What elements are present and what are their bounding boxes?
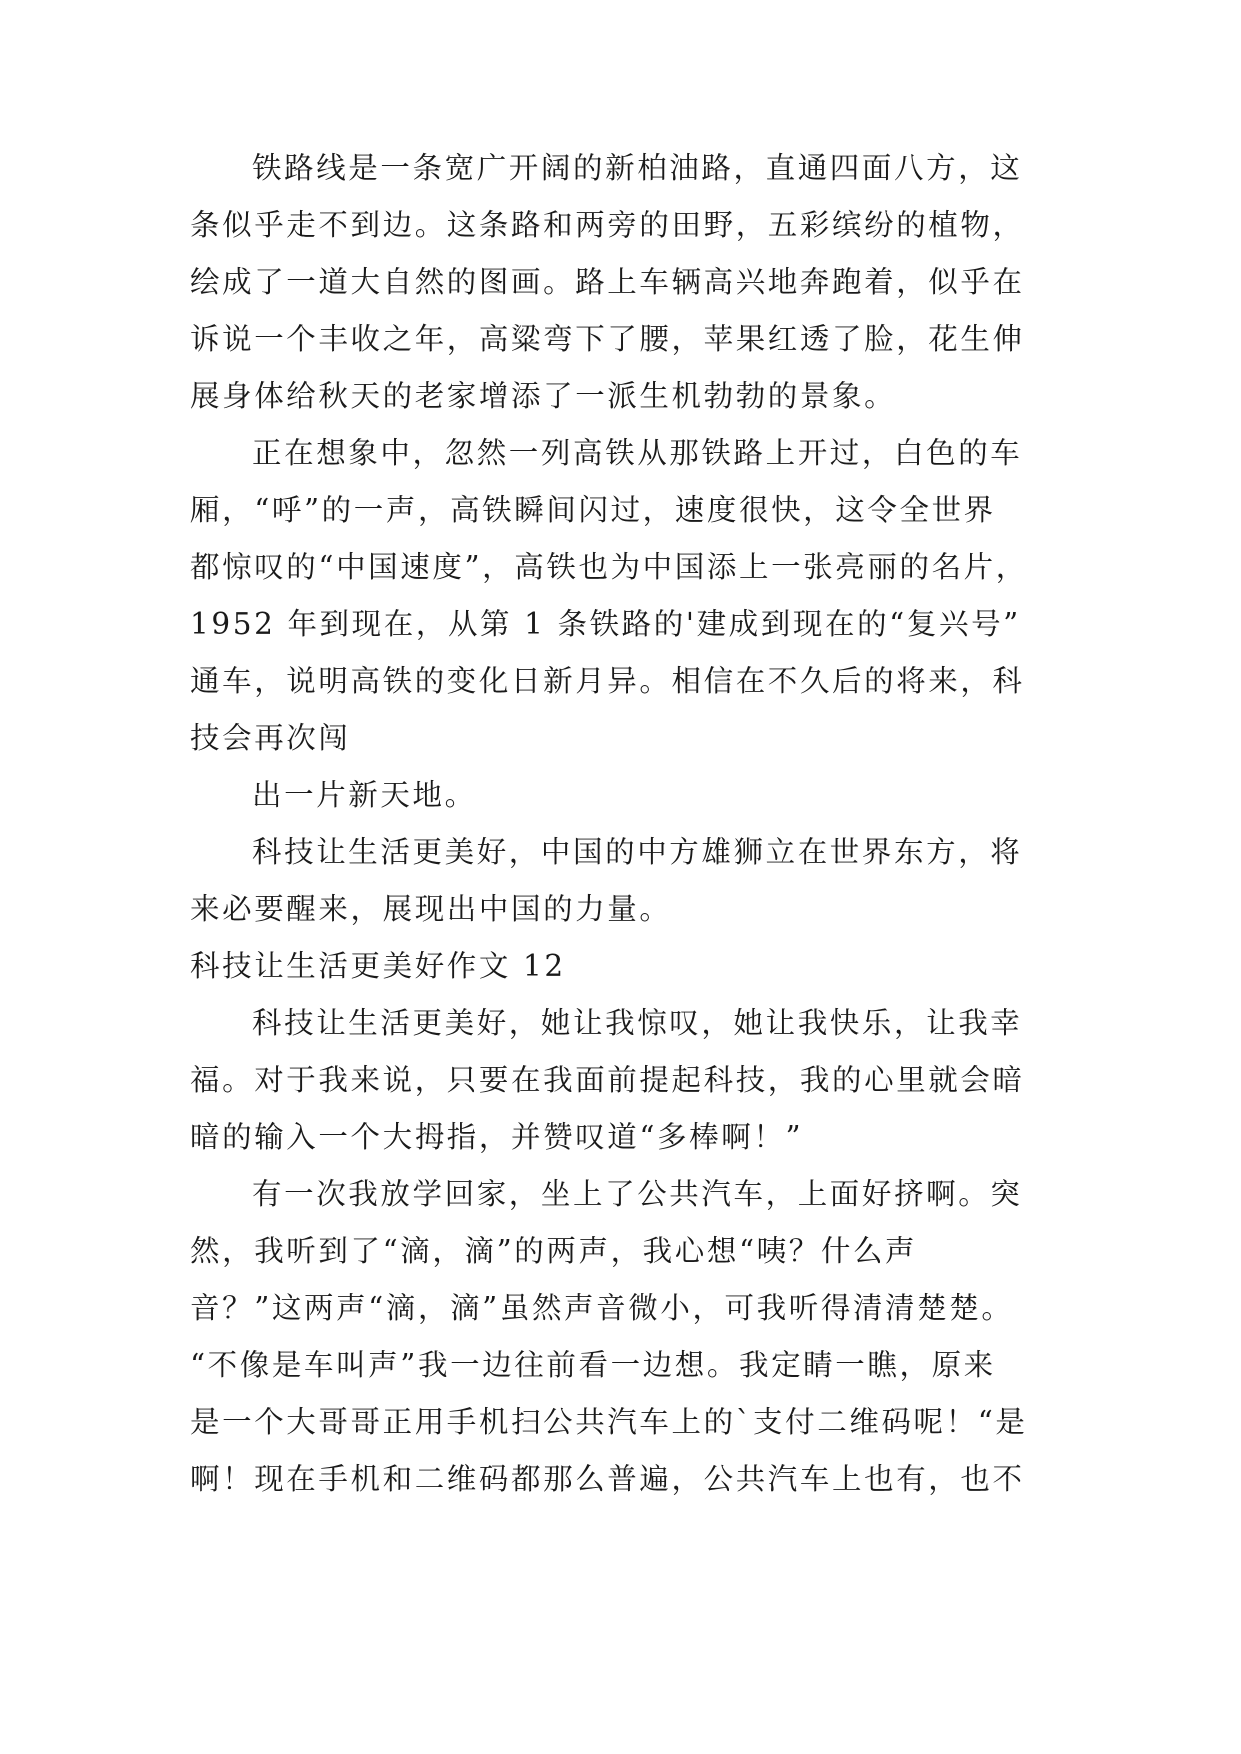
paragraph-line: 正在想象中，忽然一列高铁从那铁路上开过，白色的车 [252,436,1023,470]
paragraph-line: 有一次我放学回家，坐上了公共汽车，上面好挤啊。突 [252,1177,1023,1211]
paragraph-line: 都惊叹的“中国速度”，高铁也为中国添上一张亮丽的名片， [190,550,1028,584]
paragraph-line: 科技让生活更美好，她让我惊叹，她让我快乐，让我幸 [252,1006,1023,1040]
paragraph-line: “不像是车叫声”我一边往前看一边想。我定睛一瞧，原来 [190,1348,996,1382]
paragraph-line: 诉说一个丰收之年，高粱弯下了腰，苹果红透了脸，花生伸 [190,322,1025,356]
paragraph-line: 音？”这两声“滴，滴”虽然声音微小，可我听得清清楚楚。 [190,1291,1014,1325]
paragraph-line: 通车，说明高铁的变化日新月异。相信在不久后的将来，科 [190,664,1025,698]
paragraph-line: 暗的输入一个大拇指，并赞叹道“多棒啊！” [190,1120,804,1154]
paragraph-line: 绘成了一道大自然的图画。路上车辆高兴地奔跑着，似乎在 [190,265,1025,299]
paragraph-line: 厢，“呼”的一声，高铁瞬间闪过，速度很快，这令全世界 [190,493,996,527]
paragraph-line: 福。对于我来说，只要在我面前提起科技，我的心里就会暗 [190,1063,1025,1097]
paragraph-line: 铁路线是一条宽广开阔的新柏油路，直通四面八方，这 [252,151,1023,185]
paragraph-line: 技会再次闯 [190,721,351,755]
paragraph-line: 是一个大哥哥正用手机扫公共汽车上的`支付二维码呢！“是 [190,1405,1028,1439]
section-heading: 科技让生活更美好作文 12 [190,949,566,983]
paragraph-line: 1952 年到现在，从第 1 条铁路的'建成到现在的“复兴号” [190,607,1021,641]
paragraph-line: 条似乎走不到边。这条路和两旁的田野，五彩缤纷的植物， [190,208,1025,242]
paragraph-line: 科技让生活更美好，中国的中方雄狮立在世界东方，将 [252,835,1023,869]
paragraph-line: 展身体给秋天的老家增添了一派生机勃勃的景象。 [190,379,897,413]
paragraph-line: 出一片新天地。 [252,778,477,812]
paragraph-line: 然，我听到了“滴，滴”的两声，我心想“咦？什么声 [190,1234,918,1268]
paragraph-line: 来必要醒来，展现出中国的力量。 [190,892,672,926]
paragraph-line: 啊！现在手机和二维码都那么普遍，公共汽车上也有，也不 [190,1462,1025,1496]
